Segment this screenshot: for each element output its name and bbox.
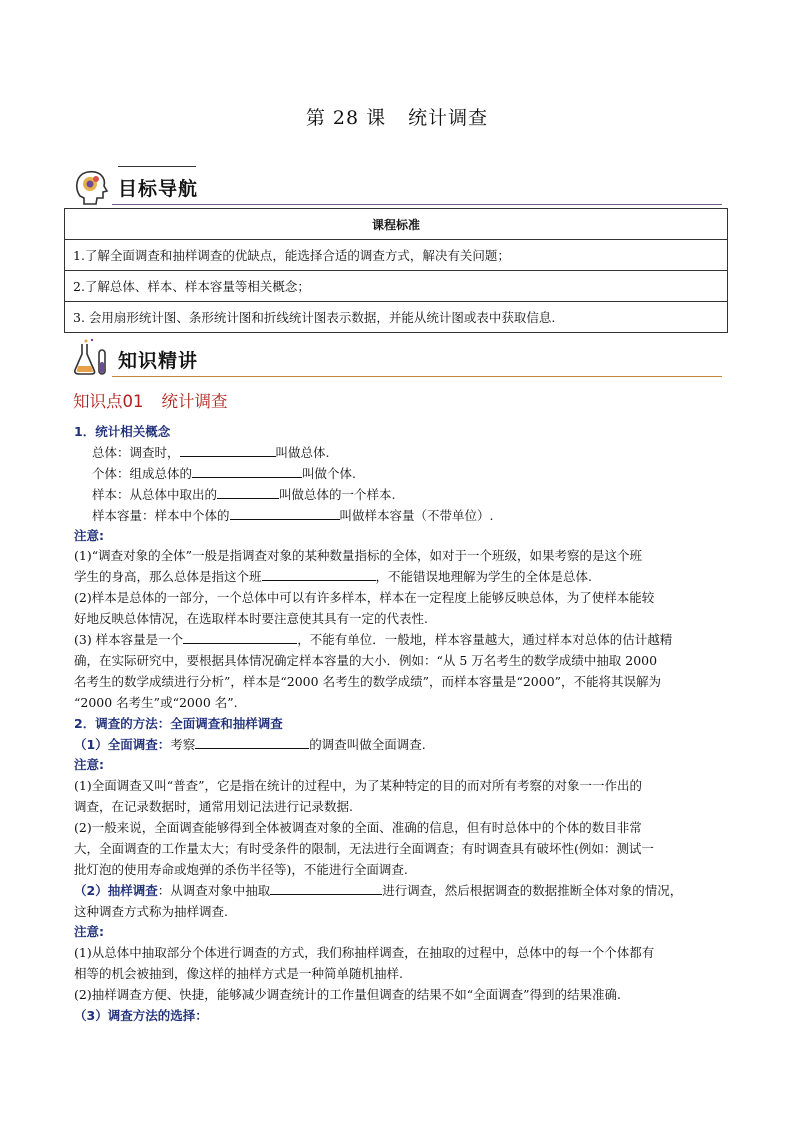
blank[interactable] [192, 466, 302, 478]
knowledge-point-number: 知识点01 [73, 392, 144, 411]
note-text: (2)一般来说，全面调查能够得到全体被调查对象的全面、准确的信息，但有时总体中的个体的数目非常 [74, 820, 642, 835]
concept-sample-size: 样本容量：样本中个体的 叫做样本容量（不带单位）. [92, 508, 494, 523]
knowledge-point-title [73, 388, 228, 412]
header-top-line [118, 166, 196, 167]
note-text: 学生的身高，那么总体是指这个班 ，不能错误地理解为学生的全体是总体. [74, 569, 592, 584]
blank[interactable] [262, 569, 376, 581]
flask-icon [72, 338, 112, 378]
note-text: (1)“调查对象的全体”一般是指调查对象的某种数量指标的全体，如对于一个班级，如果考察的是这个班 [74, 548, 642, 563]
note-text: 大，全面调查的工作量太大；有时受条件的限制，无法进行全面调查；有时调查具有破坏性(例如：测试一 [74, 841, 654, 856]
concept-sample: 样本：从总体中取出的 叫做总体的一个样本. [92, 487, 396, 502]
note-text: 好地反映总体情况，在选取样本时要注意使其具有一定的代表性. [74, 611, 428, 626]
note-text: 相等的机会被抽到，像这样的抽样方式是一种简单随机抽样. [74, 966, 403, 981]
note-text: 调查，在记录数据时，通常用划记法进行记录数据. [74, 799, 353, 814]
lesson-number: 第 28 课 [305, 107, 387, 129]
section-title: 目标导航 [118, 178, 199, 200]
concept-individual: 个体：组成总体的 叫做个体. [92, 466, 356, 481]
concept-population: 总体：调查时， 叫做总体. [92, 445, 330, 460]
blank[interactable] [270, 883, 382, 895]
brain-gear-icon [72, 166, 112, 206]
census-definition: （1）全面调查：考察 的调查叫做全面调查. [74, 737, 426, 752]
section-header-knowledge [72, 338, 722, 378]
note-text: “2000 名考生”或“2000 名”. [74, 695, 238, 710]
lesson-topic: 统计调查 [408, 107, 489, 129]
blank[interactable] [217, 487, 279, 499]
section-title: 知识精讲 [118, 350, 199, 372]
note-text: 批灯泡的使用寿命或炮弹的杀伤半径等)，不能进行全面调查. [74, 862, 408, 877]
methods-heading: 2．调查的方法：全面调查和抽样调查 [74, 716, 283, 731]
knowledge-point-name: 统计调查 [161, 392, 228, 411]
concepts-heading: 1．统计相关概念 [74, 424, 171, 439]
page-title [0, 103, 794, 130]
note-text: 名考生的数学成绩进行分析”，样本是“2000 名考生的数学成绩”，而样本容量是“2000”，不能将其误解为 [74, 674, 662, 689]
table-header: 课程标准 [65, 209, 728, 240]
section-header-goals [72, 166, 722, 206]
blank[interactable] [183, 632, 297, 644]
note-text: (1)全面调查又叫“普查”，它是指在统计的过程中，为了某种特定的目的而对所有考察的对象一一作出的 [74, 778, 642, 793]
note-text: (1)从总体中抽取部分个体进行调查的方式，我们称抽样调查，在抽取的过程中，总体中的每一个个体都有 [74, 945, 655, 960]
sampling-definition: （2）抽样调查：从调查对象中抽取 进行调查，然后根据调查的数据推断全体对象的情况， [74, 883, 683, 898]
standard-item: 2.了解总体、样本、样本容量等相关概念； [65, 271, 728, 302]
section-rule [112, 204, 722, 205]
method-choice-heading: （3）调查方法的选择： [74, 1008, 208, 1023]
note-label: 注意: [74, 528, 104, 543]
standard-item: 1.了解全面调查和抽样调查的优缺点，能选择合适的调查方式，解决有关问题； [65, 240, 728, 271]
blank[interactable] [180, 445, 276, 457]
note-text: (3) 样本容量是一个 ，不能有单位．一般地，样本容量越大，通过样本对总体的估计越精 [74, 632, 673, 647]
note-label: 注意: [74, 924, 104, 939]
blank[interactable] [230, 508, 340, 520]
standard-item: 3. 会用扇形统计图、条形统计图和折线统计图表示数据，并能从统计图或表中获取信息. [65, 302, 728, 333]
note-text: 确，在实际研究中，要根据具体情况确定样本容量的大小．例如：“从 5 万名考生的数学成绩中抽取 2000 [74, 653, 658, 668]
section-rule [112, 376, 722, 377]
course-standards-table [64, 208, 728, 333]
note-text: (2)抽样调查方便、快捷，能够减少调查统计的工作量但调查的结果不如“全面调查”得到的结果准确. [74, 987, 621, 1002]
note-label: 注意: [74, 757, 104, 772]
note-text: (2)样本是总体的一部分，一个总体中可以有许多样本，样本在一定程度上能够反映总体，为了使样本能较 [74, 590, 655, 605]
sampling-definition-cont: 这种调查方式称为抽样调查. [74, 904, 228, 919]
blank[interactable] [195, 737, 309, 749]
